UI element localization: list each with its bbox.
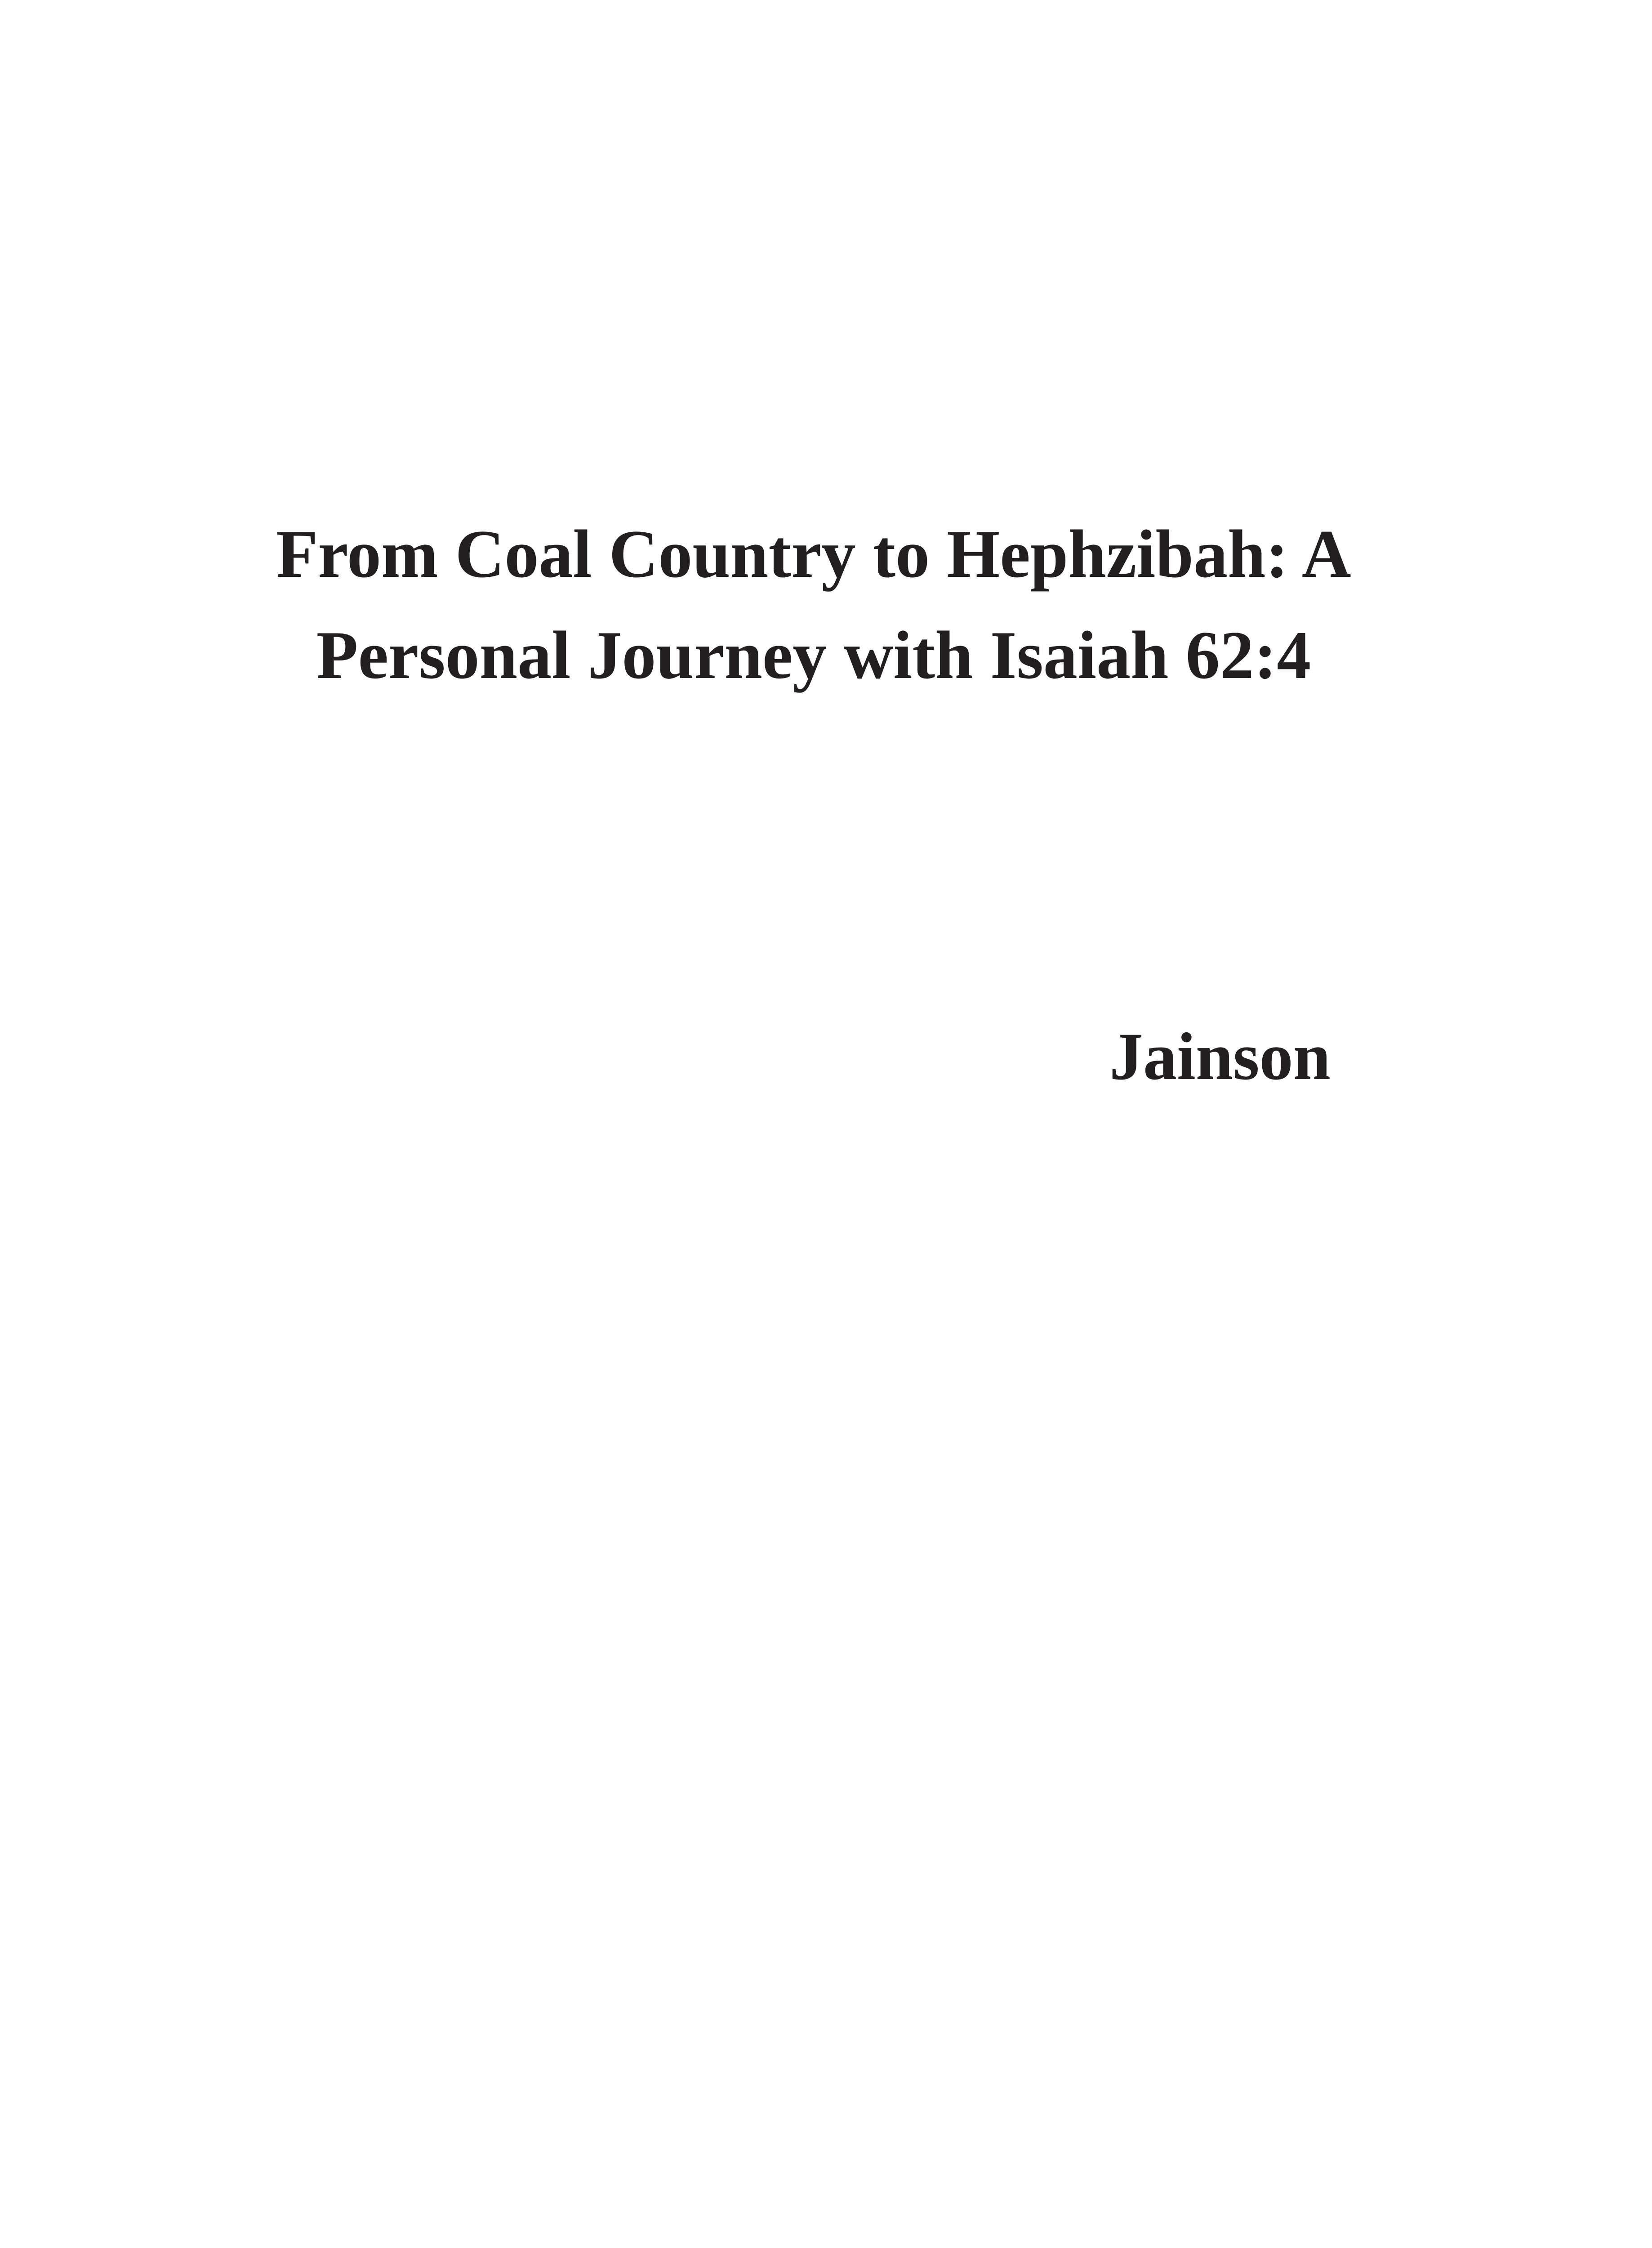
author-name: Jainson	[1109, 1019, 1331, 1094]
book-title-line-2: Personal Journey with Isaiah 62:4	[316, 617, 1311, 693]
book-title	[180, 504, 1447, 706]
book-title-line-1: From Coal Country to Hephzibah: A	[276, 516, 1351, 592]
